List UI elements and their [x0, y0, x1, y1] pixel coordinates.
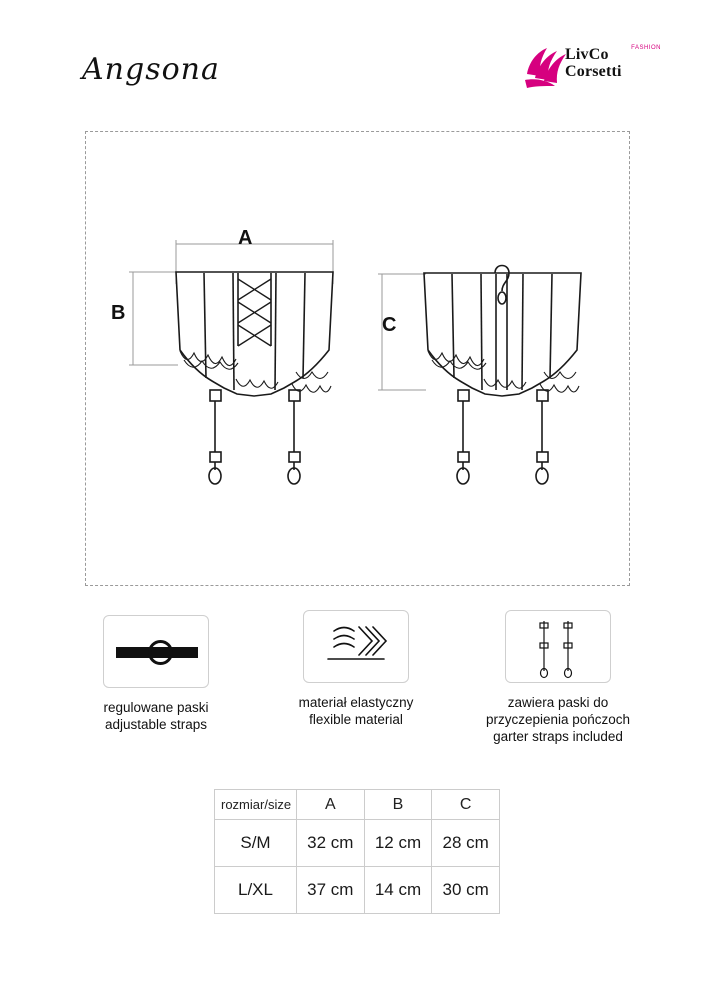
table-header-size: rozmiar/size — [215, 790, 297, 820]
technical-drawing — [86, 132, 629, 585]
dimension-label-b: B — [111, 302, 126, 324]
feature-3-label-pl-1: zawiera paski do — [507, 695, 609, 710]
row-1-b: 14 cm — [364, 867, 432, 914]
feature-flexible-material — [256, 610, 456, 728]
logo-line-1: LivCo — [565, 46, 609, 63]
front-view — [129, 240, 333, 484]
garter-strap-back-right — [536, 390, 548, 484]
feature-2-label-en: flexible material — [309, 712, 403, 727]
elastic-material-icon — [303, 610, 409, 683]
feature-1-label-en: adjustable straps — [104, 717, 208, 732]
row-1-c: 30 cm — [432, 867, 500, 914]
feature-3-label-en: garter straps included — [493, 729, 623, 744]
logo-line-2: Corsetti — [565, 63, 622, 80]
garter-straps-pictogram — [506, 611, 610, 682]
feature-3-label-pl-2: przyczepienia pończoch — [485, 712, 631, 727]
garter-straps-icon — [505, 610, 611, 683]
logo-wordmark — [565, 46, 622, 80]
page-header — [0, 0, 713, 118]
garter-strap-front-left — [209, 390, 221, 484]
row-0-c: 28 cm — [432, 820, 500, 867]
back-view — [378, 266, 581, 485]
table-header-row — [215, 790, 500, 820]
feature-adjustable-straps — [56, 615, 256, 733]
table-row — [215, 867, 500, 914]
table-header-c: C — [432, 790, 500, 820]
table-row — [215, 820, 500, 867]
row-0-b: 12 cm — [364, 820, 432, 867]
feature-1-label-pl: regulowane paski — [103, 700, 209, 715]
row-0-size: S/M — [215, 820, 297, 867]
product-name: Angsona — [82, 52, 220, 87]
brand-logo — [521, 44, 661, 94]
garter-strap-front-right — [288, 390, 300, 484]
illustration-frame — [85, 131, 630, 586]
table-header-b: B — [364, 790, 432, 820]
elastic-waves-icon — [304, 611, 408, 682]
feature-garter-straps — [458, 610, 658, 745]
feature-2-label-pl: materiał elastyczny — [298, 695, 414, 710]
adjustable-strap-icon — [103, 615, 209, 688]
row-0-a: 32 cm — [296, 820, 364, 867]
table-header-a: A — [296, 790, 364, 820]
dimension-label-c: C — [382, 314, 397, 336]
row-1-size: L/XL — [215, 867, 297, 914]
garter-strap-back-left — [457, 390, 469, 484]
logo-superscript: FASHION — [631, 45, 661, 51]
size-table — [214, 789, 500, 914]
row-1-a: 37 cm — [296, 867, 364, 914]
dimension-label-a: A — [238, 227, 253, 249]
